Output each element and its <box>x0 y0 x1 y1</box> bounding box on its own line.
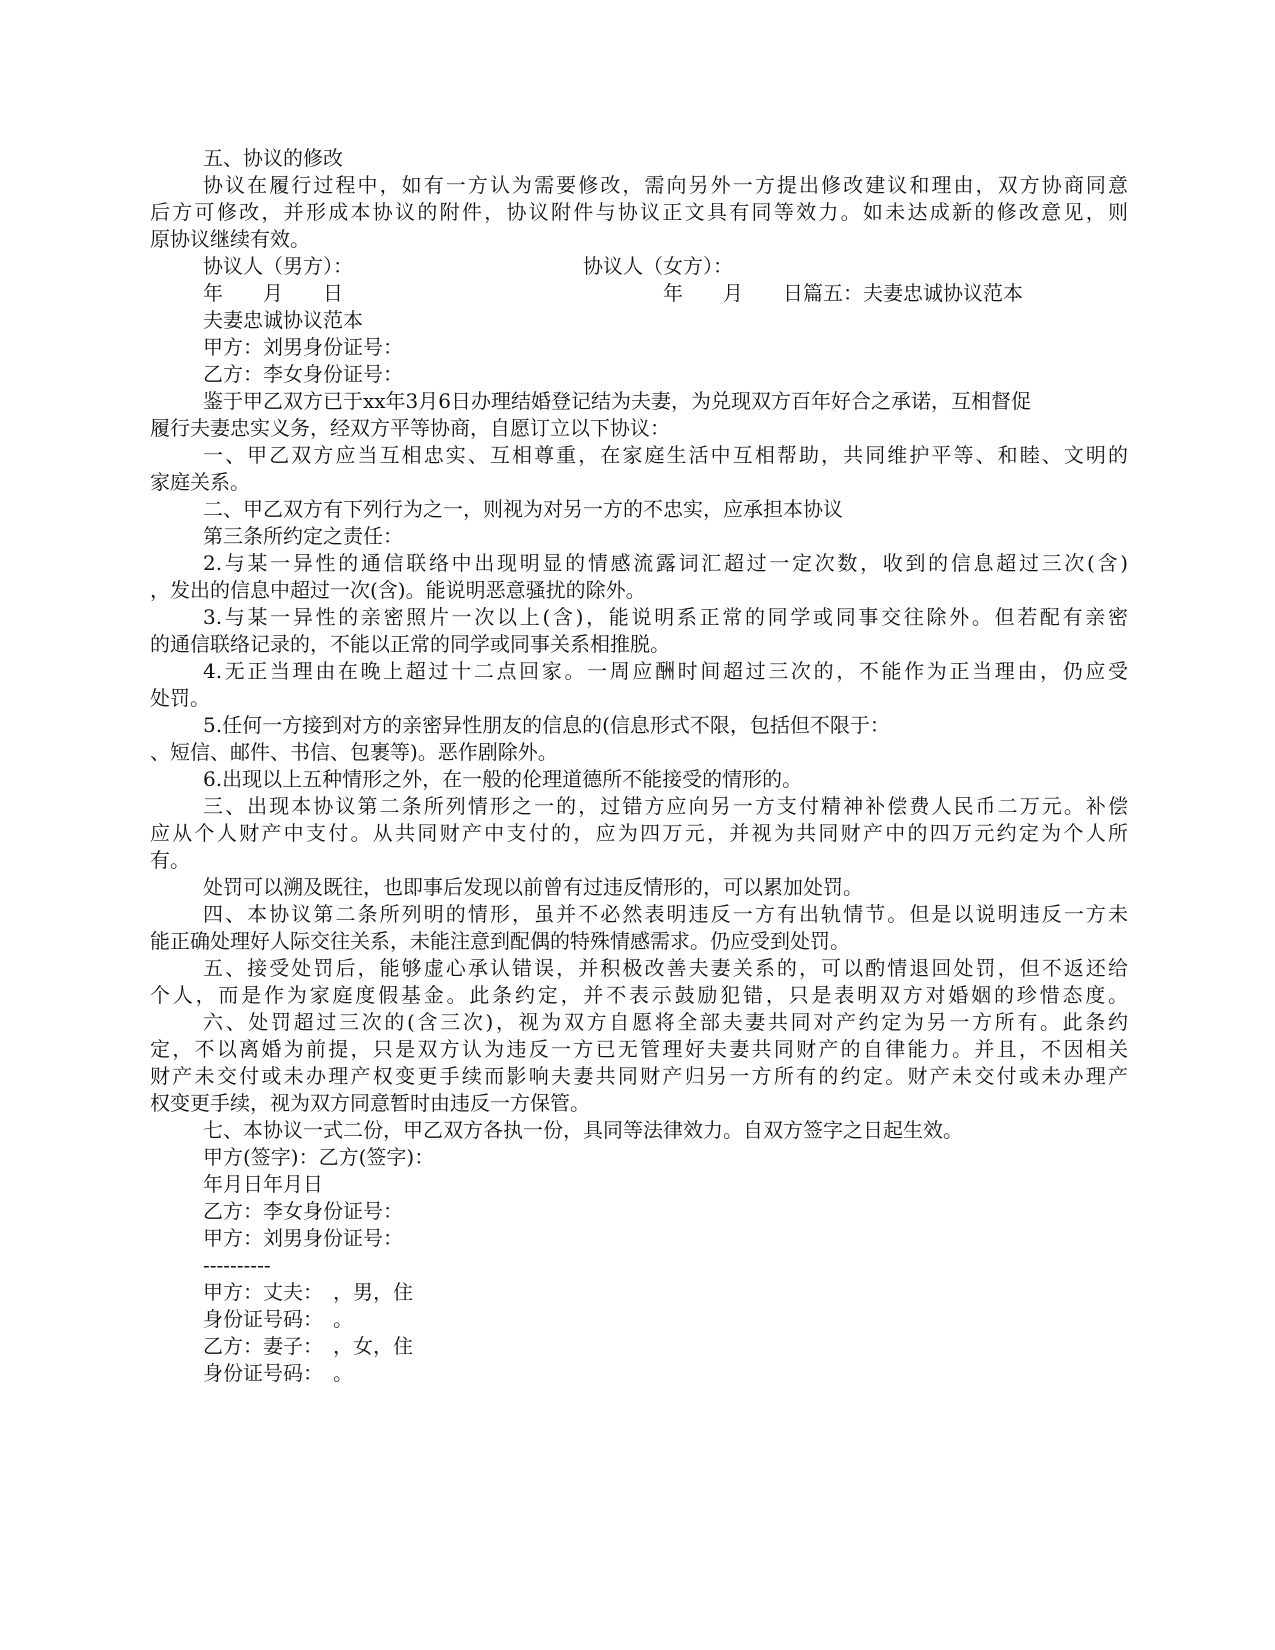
text-line: 处罚。 <box>150 686 210 710</box>
text-line: 夫妻忠诚协议范本 <box>203 308 363 332</box>
text-line: 甲方：刘男身份证号： <box>203 335 403 359</box>
text-line: 六、处罚超过三次的(含三次)，视为双方自愿将全部夫妻共同对产约定为另一方所有。此条约 <box>203 1010 1128 1034</box>
loyalty-agreement-text <box>150 307 1128 1387</box>
text-line: 身份证号码： 。 <box>203 1307 353 1331</box>
text-line: 的通信联络记录的，不能以正常的同学或同事关系相推脱。 <box>150 632 670 656</box>
signature-row <box>150 253 1128 280</box>
text-line: 有。 <box>150 848 190 872</box>
date-left-year: 年 <box>203 281 223 305</box>
text-line: 甲方：丈夫： ，男，住 <box>203 1280 413 1304</box>
text-line: 七、本协议一式二份，甲乙双方各执一份，具同等法律效力。自双方签字之日起生效。 <box>203 1118 963 1142</box>
date-left-month: 月 <box>263 281 283 305</box>
text-line: 三、出现本协议第二条所列情形之一的，过错方应向另一方支付精神补偿费人民币二万元。补偿 <box>203 794 1128 818</box>
text-line: 乙方：李女身份证号： <box>203 362 403 386</box>
text-line: 4.无正当理由在晚上超过十二点回家。一周应酬时间超过三次的，不能作为正当理由，仍应受 <box>203 659 1128 683</box>
text-line: 五、协议的修改 <box>203 146 343 170</box>
text-line: 四、本协议第二条所列明的情形，虽并不必然表明违反一方有出轨情节。但是以说明违反一方未 <box>203 902 1128 926</box>
text-line: 履行夫妻忠实义务，经双方平等协商，自愿订立以下协议： <box>150 416 670 440</box>
text-line: 应从个人财产中支付。从共同财产中支付的，应为四万元，并视为共同财产中的四万元约定为个人所 <box>150 821 1128 845</box>
text-line: ，发出的信息中超过一次(含)。能说明恶意骚扰的除外。 <box>150 578 646 602</box>
man-signature-label: 协议人（男方）： <box>203 254 353 278</box>
text-line: 、短信、邮件、书信、包裹等)。恶作剧除外。 <box>150 740 558 764</box>
text-line: 甲方：刘男身份证号： <box>203 1226 403 1250</box>
document-body <box>150 145 1128 1387</box>
text-line: 财产未交付或未办理产权变更手续而影响夫妻共同财产归另一方所有的约定。财产未交付或未办理产 <box>150 1064 1128 1088</box>
text-line: 原协议继续有效。 <box>150 227 310 251</box>
section-amendment <box>150 145 1128 253</box>
text-line: 第三条所约定之责任： <box>203 524 403 548</box>
text-line: 鉴于甲乙双方已于xx年3月6日办理结婚登记结为夫妻，为兑现双方百年好合之承诺，互相督促 <box>203 389 1032 413</box>
text-line: 处罚可以溯及既往，也即事后发现以前曾有过违反情形的，可以累加处罚。 <box>203 875 863 899</box>
text-line: 3.与某一异性的亲密照片一次以上(含)，能说明系正常的同学或同事交往除外。但若配有亲密 <box>203 605 1128 629</box>
text-line: 能正确处理好人际交往关系，未能注意到配偶的特殊情感需求。仍应受到处罚。 <box>150 929 850 953</box>
text-line: 五、接受处罚后，能够虚心承认错误，并积极改善夫妻关系的，可以酌情退回处罚，但不返还给 <box>203 956 1128 980</box>
text-line: ---------- <box>203 1253 271 1277</box>
text-line: 后方可修改，并形成本协议的附件，协议附件与协议正文具有同等效力。如未达成新的修改意见，则 <box>150 200 1128 224</box>
date-left-day: 日 <box>323 281 343 305</box>
text-line: 乙方：李女身份证号： <box>203 1199 403 1223</box>
text-line: 身份证号码： 。 <box>203 1361 353 1385</box>
date-right-month: 月 <box>723 281 743 305</box>
text-line: 协议在履行过程中，如有一方认为需要修改，需向另外一方提出修改建议和理由，双方协商同意 <box>203 173 1128 197</box>
text-line: 定，不以离婚为前提，只是双方认为违反一方已无管理好夫妻共同财产的自律能力。并且，不因相关 <box>150 1037 1128 1061</box>
text-line: 5.任何一方接到对方的亲密异性朋友的信息的(信息形式不限，包括但不限于： <box>203 713 890 737</box>
text-line: 甲方(签字)：乙方(签字)： <box>203 1145 435 1169</box>
text-line: 个人，而是作为家庭度假基金。此条约定，并不表示鼓励犯错，只是表明双方对婚姻的珍惜态度。 <box>150 983 1128 1007</box>
text-line: 一、甲乙双方应当互相忠实、互相尊重，在家庭生活中互相帮助，共同维护平等、和睦、文明的 <box>203 443 1128 467</box>
text-line: 家庭关系。 <box>150 470 250 494</box>
text-line: 乙方：妻子： ，女，住 <box>203 1334 413 1358</box>
text-line: 年月日年月日 <box>203 1172 323 1196</box>
date-right-year: 年 <box>663 281 683 305</box>
text-line: 6.出现以上五种情形之外，在一般的伦理道德所不能接受的情形的。 <box>203 767 803 791</box>
woman-signature-label: 协议人（女方）： <box>583 254 733 278</box>
date-right-day-and-title: 日篇五：夫妻忠诚协议范本 <box>783 281 1023 305</box>
text-line: 2.与某一异性的通信联络中出现明显的情感流露词汇超过一定次数，收到的信息超过三次(含) <box>203 551 1128 575</box>
text-line: 二、甲乙双方有下列行为之一，则视为对另一方的不忠实，应承担本协议 <box>203 497 843 521</box>
date-row <box>150 280 1128 307</box>
text-line: 权变更手续，视为双方同意暂时由违反一方保管。 <box>150 1091 590 1115</box>
